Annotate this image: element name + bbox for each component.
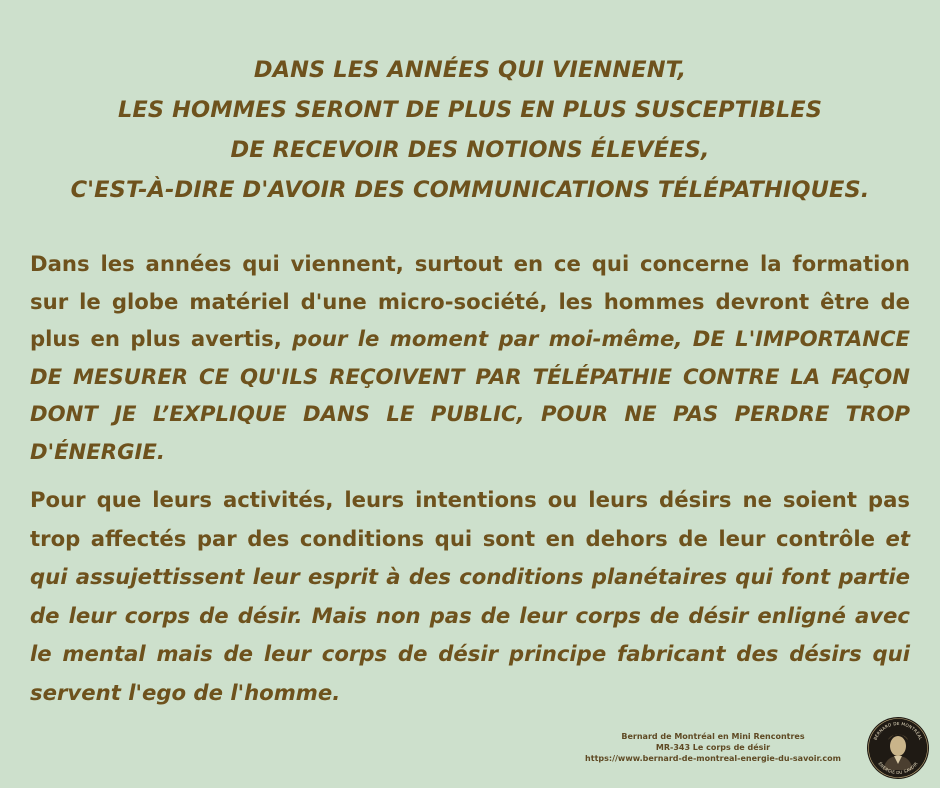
- footer-line-2: MR-343 Le corps de désir: [655, 743, 771, 752]
- paragraph-2-italic: et qui assujettissent leur esprit à des conditions planétaires qui font partie de leur corps de désir. Mais non pas de leur corps de désir enligné avec le mental mais de leur corps de désir principe fabricant des désirs qui servent l'ego de l'homme.: [30, 525, 910, 705]
- paragraph-2-normal: Pour que leurs activités, leurs intentions ou leurs désirs ne soient pas trop affectés par des conditions qui sont en dehors de leur contrôle: [30, 487, 910, 551]
- seal-bottom-text: ÉNERGIE DU SAVOIR: [877, 761, 919, 776]
- paragraph-1: [30, 245, 910, 470]
- title-line-3: DE RECEVOIR DES NOTIONS ÉLEVÉES,: [230, 137, 710, 163]
- logo-seal-icon: [866, 716, 930, 780]
- title-line-1: DANS LES ANNÉES QUI VIENNENT,: [253, 57, 687, 83]
- footer-url: https://www.bernard-de-montreal-energie-du-savoir.com: [585, 754, 841, 763]
- paragraph-2: [30, 481, 910, 712]
- paragraph-1-normal: Dans les années qui viennent, surtout en ce qui concerne la formation sur le globe matériel d'une micro-société, les hommes devront être de plus en plus avertis,: [30, 251, 910, 351]
- title-line-4: C'EST-À-DIRE D'AVOIR DES COMMUNICATIONS TÉLÉPATHIQUES.: [70, 177, 870, 203]
- paragraph-1-italic: pour le moment par moi-même, DE L'IMPORTANCE DE MESURER CE QU'ILS REÇOIVENT PAR TÉLÉPATHIE CONTRE LA FAÇON DONT JE L’EXPLIQUE DANS LE PUBLIC, POUR NE PAS PERDRE TROP D'ÉNERGIE.: [30, 326, 911, 464]
- seal-top-text: BERNARD DE MONTRÉAL: [872, 720, 924, 741]
- footer-credits: [548, 731, 878, 764]
- title-line-2: LES HOMMES SERONT DE PLUS EN PLUS SUSCEPTIBLES: [117, 97, 823, 123]
- portrait-face-icon: [890, 736, 906, 756]
- footer-line-1: Bernard de Montréal en Mini Rencontres: [621, 732, 805, 741]
- page-title: [0, 50, 940, 210]
